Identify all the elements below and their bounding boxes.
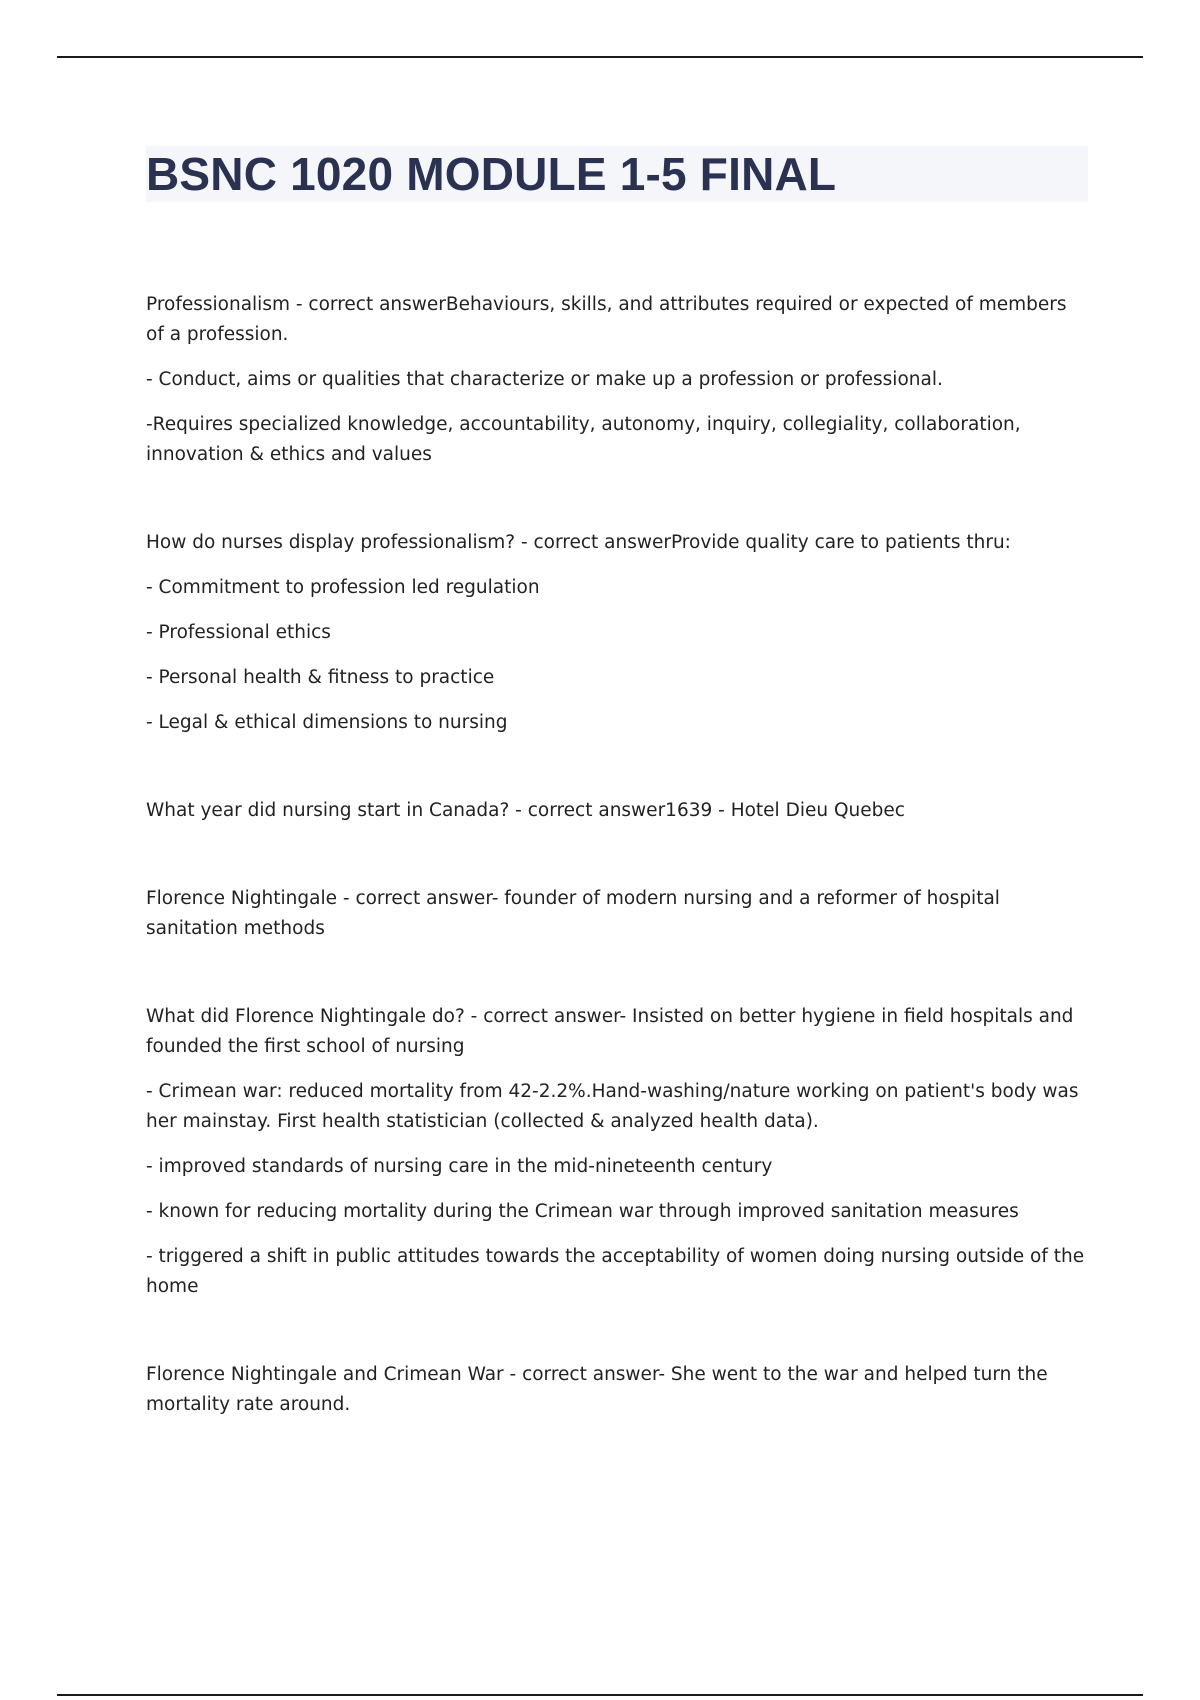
entry-line: Professionalism - correct answerBehaviours, skills, and attributes required or expected of members of a profession. [146,294,1067,345]
flashcard-list [146,290,1086,1420]
entry-line: -Requires specialized knowledge, accountability, autonomy, inquiry, collegiality, collaboration, innovation & ethics and values [146,414,1021,465]
bottom-rule [57,1694,1143,1696]
flashcard-entry-florence-nightingale [146,884,1086,944]
top-rule [57,56,1143,58]
entry-line: What did Florence Nightingale do? - correct answer- Insisted on better hygiene in field hospitals and founded the first school of nursing [146,1006,1074,1057]
entry-gap [146,1302,1086,1360]
entry-gap [146,738,1086,796]
entry-line: Florence Nightingale and Crimean War - correct answer- She went to the war and helped turn the mortality rate around. [146,1364,1048,1415]
entry-line: Florence Nightingale - correct answer- founder of modern nursing and a reformer of hospital sanitation methods [146,888,1000,939]
entry-line: - Professional ethics [146,622,331,643]
entry-line: - triggered a shift in public attitudes towards the acceptability of women doing nursing outside of the home [146,1246,1085,1297]
flashcard-entry-professionalism [146,290,1086,470]
page-title: BSNC 1020 MODULE 1-5 FINAL [146,148,837,200]
entry-line: How do nurses display professionalism? - correct answerProvide quality care to patients thru: [146,532,1011,553]
entry-line: - Legal & ethical dimensions to nursing [146,712,508,733]
entry-line: - known for reducing mortality during the Crimean war through improved sanitation measures [146,1201,1019,1222]
entry-gap [146,944,1086,1002]
entry-gap [146,470,1086,528]
entry-line: - Commitment to profession led regulation [146,577,540,598]
flashcard-entry-display-professionalism [146,528,1086,738]
flashcard-entry-nightingale-crimean-war [146,1360,1086,1420]
entry-line: - Personal health & fitness to practice [146,667,495,688]
entry-line: - Crimean war: reduced mortality from 42-2.2%.Hand-washing/nature working on patient's body was her mainstay. First health statistician (collected & analyzed health data). [146,1081,1079,1132]
entry-line: - Conduct, aims or qualities that characterize or make up a profession or professional. [146,369,943,390]
entry-gap [146,826,1086,884]
entry-line: What year did nursing start in Canada? - correct answer1639 - Hotel Dieu Quebec [146,800,905,821]
flashcard-entry-nursing-canada [146,796,1086,826]
flashcard-entry-nightingale-did [146,1002,1086,1302]
entry-line: - improved standards of nursing care in the mid-nineteenth century [146,1156,773,1177]
